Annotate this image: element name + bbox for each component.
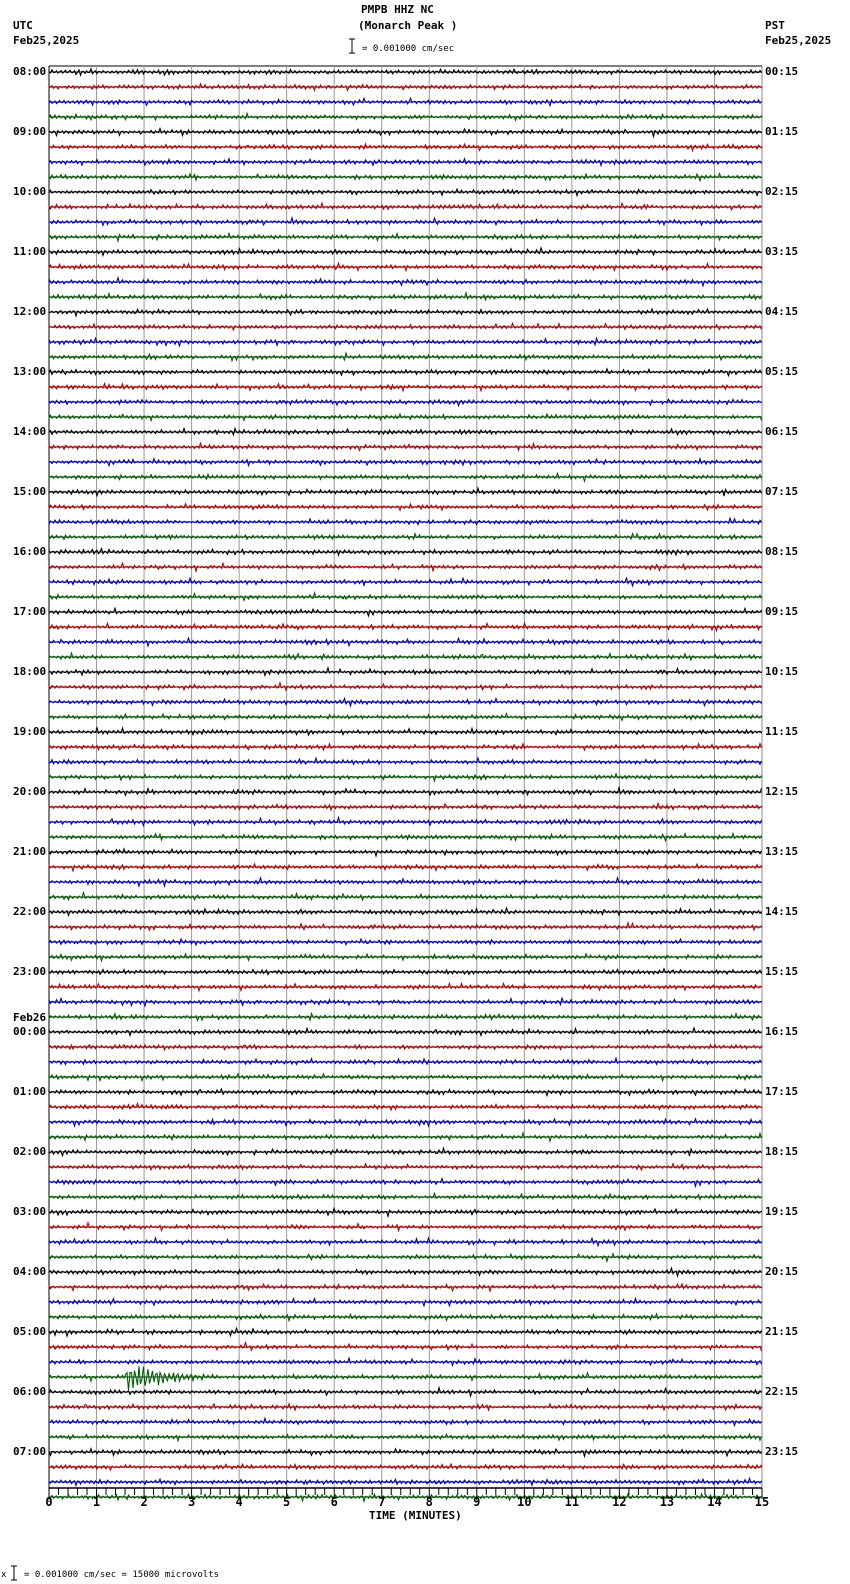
utc-hour-label: 01:00 [13,1085,47,1098]
pst-hour-label: 03:15 [765,245,799,258]
trace-line [49,1404,762,1410]
trace-line [49,578,762,586]
trace-line [49,384,762,391]
trace-line [49,518,762,524]
left-date: Feb25,2025 [13,34,80,47]
pst-hour-label: 02:15 [765,185,799,198]
trace-line [49,1148,762,1156]
trace-line [49,1494,762,1501]
trace-line [49,758,762,764]
trace-line [49,1119,762,1126]
utc-hour-label: 09:00 [13,125,47,138]
utc-hour-label: 13:00 [13,365,47,378]
utc-hour-label: 10:00 [13,185,47,198]
date-change-label: Feb26 [13,1011,47,1024]
trace-line [49,1028,762,1036]
trace-line [49,1314,762,1321]
utc-hour-label: 05:00 [13,1325,47,1338]
pst-hour-label: 05:15 [765,365,799,378]
pst-hour-label: 20:15 [765,1265,799,1278]
trace-line [49,638,762,646]
trace-line [49,338,762,346]
trace-line [49,1418,762,1425]
trace-line [49,623,762,631]
utc-hour-label: 18:00 [13,665,47,678]
utc-hour-label: 20:00 [13,785,47,798]
trace-line [49,893,762,900]
svg-text:4: 4 [235,1495,243,1509]
svg-text:0: 0 [45,1495,53,1509]
svg-text:6: 6 [330,1495,338,1509]
svg-text:2: 2 [140,1495,148,1509]
svg-text:14: 14 [707,1495,722,1509]
utc-hour-label: 08:00 [13,65,47,78]
trace-line [49,1103,762,1110]
utc-hour-label: 19:00 [13,725,47,738]
trace-line [49,849,762,856]
pst-hour-label: 07:15 [765,485,799,498]
trace-line [49,923,762,930]
trace-line [49,744,762,751]
trace-line [49,983,762,990]
utc-hour-label: 16:00 [13,545,47,558]
pst-hour-label: 00:15 [765,65,799,78]
svg-text:8: 8 [425,1495,433,1509]
pst-hour-label: 04:15 [765,305,799,318]
right-timezone: PST [765,19,785,32]
trace-line [49,1223,762,1231]
trace-line [49,1058,762,1064]
station-location: (Monarch Peak ) [358,19,458,32]
station-title: PMPB HHZ NC [361,3,434,16]
svg-text:13: 13 [659,1495,675,1509]
pst-hour-label: 14:15 [765,905,799,918]
trace-line [49,129,762,137]
utc-hour-label: 11:00 [13,245,47,258]
trace-line [49,1254,762,1262]
trace-line [49,1478,762,1485]
pst-hour-label: 10:15 [765,665,799,678]
left-timezone: UTC [13,19,33,32]
trace-line [49,504,762,511]
utc-hour-label: 07:00 [13,1445,47,1458]
trace-line [49,414,762,421]
utc-hour-label: 00:00 [13,1025,47,1038]
svg-text:15: 15 [754,1495,770,1509]
utc-hour-label: 02:00 [13,1145,47,1158]
pst-hour-label: 15:15 [765,965,799,978]
trace-line [49,1089,762,1096]
svg-text:10: 10 [517,1495,532,1509]
trace-line [49,803,762,810]
utc-hour-label: 04:00 [13,1265,47,1278]
utc-hour-label: 17:00 [13,605,47,618]
pst-hour-label: 16:15 [765,1025,799,1038]
pst-hour-label: 12:15 [765,785,799,798]
svg-text:1: 1 [92,1495,101,1509]
footer-scale: = 0.001000 cm/sec = 15000 microvolts [24,1570,220,1580]
trace-line [49,939,762,945]
svg-text:11: 11 [564,1495,580,1509]
trace-line [49,459,762,466]
trace-line [49,309,762,316]
trace-line [49,218,762,226]
utc-hour-label: 15:00 [13,485,47,498]
svg-text:9: 9 [473,1495,481,1509]
trace-line [49,1366,762,1390]
pst-hour-label: 13:15 [765,845,799,858]
pst-hour-label: 09:15 [765,605,799,618]
utc-hour-label: 23:00 [13,965,47,978]
utc-hour-label: 12:00 [13,305,47,318]
svg-text:12: 12 [612,1495,627,1509]
pst-hour-label: 17:15 [765,1085,799,1098]
svg-text:7: 7 [378,1495,386,1509]
pst-hour-label: 22:15 [765,1385,799,1398]
scale-legend: = 0.001000 cm/sec [362,44,455,54]
utc-hour-label: 06:00 [13,1385,47,1398]
trace-line [49,369,762,376]
pst-hour-label: 01:15 [765,125,799,138]
pst-hour-label: 18:15 [765,1145,799,1158]
utc-hour-label: 14:00 [13,425,47,438]
trace-line [49,668,762,676]
pst-hour-label: 23:15 [765,1445,799,1458]
utc-hour-label: 22:00 [13,905,47,918]
utc-hour-label: 21:00 [13,845,47,858]
footer-mark: x [1,1570,7,1580]
x-axis-label: TIME (MINUTES) [369,1509,462,1522]
svg-text:5: 5 [283,1495,291,1509]
svg-text:3: 3 [187,1495,196,1509]
utc-hour-label: 03:00 [13,1205,47,1218]
trace-line [49,728,762,735]
pst-hour-label: 08:15 [765,545,799,558]
pst-hour-label: 21:15 [765,1325,799,1338]
pst-hour-label: 06:15 [765,425,799,438]
right-date: Feb25,2025 [765,34,832,47]
trace-line [49,84,762,91]
pst-hour-label: 19:15 [765,1205,799,1218]
trace-line [49,293,762,300]
trace-line [49,1193,762,1199]
pst-hour-label: 11:15 [765,725,799,738]
